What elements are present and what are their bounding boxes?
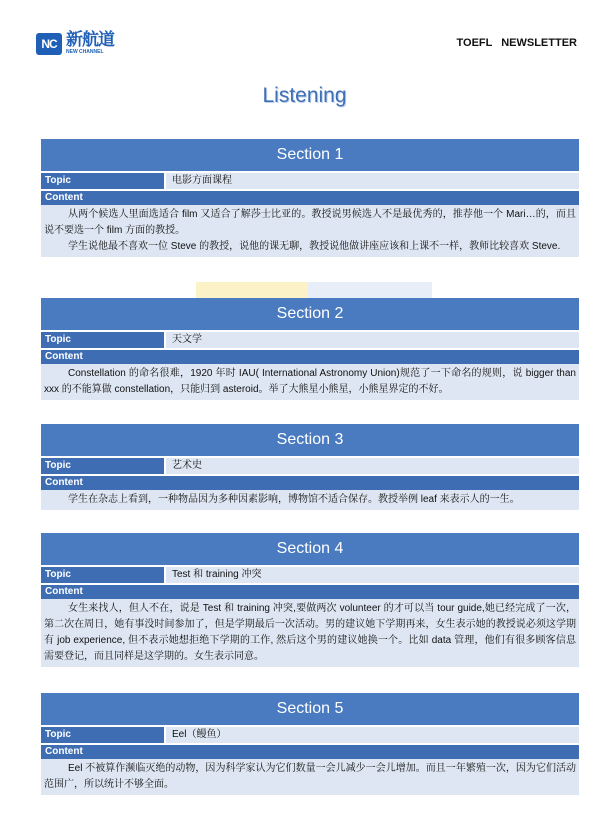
topic-row <box>41 567 579 585</box>
content-label: Content <box>41 350 579 364</box>
content-paragraph: 学生在杂志上看到，一种物品因为多种因素影响，博物馆不适合保存。教授举例 leaf 来表示人的一生。 <box>68 494 520 505</box>
logo-chinese-name: 新航道 <box>66 30 114 50</box>
logo-text <box>66 32 114 55</box>
logo-mark: NC <box>36 33 62 55</box>
section-5 <box>41 693 579 795</box>
content-paragraph: 从两个候选人里面选适合 film 又适合了解莎士比亚的。教授说男候选人不是最优秀的，推荐他一个 Mari…的，而且说不要选一个 film 方面的教授。 <box>44 209 576 236</box>
section-3 <box>41 424 579 510</box>
topic-label: Topic <box>41 727 166 743</box>
topic-value: Test 和 training 冲突 <box>166 567 579 583</box>
topic-label: Topic <box>41 567 166 583</box>
topic-label: Topic <box>41 173 166 189</box>
section-2 <box>41 298 579 400</box>
topic-row <box>41 173 579 191</box>
content-label: Content <box>41 745 579 759</box>
section-heading: Section 4 <box>41 533 579 567</box>
content-body <box>41 599 579 667</box>
background-watermark <box>196 282 308 298</box>
topic-label: Topic <box>41 332 166 348</box>
section-heading: Section 5 <box>41 693 579 727</box>
content-paragraph: 女生来找人，但人不在，说是 Test 和 training 冲突,要做两次 volunteer 的才可以当 tour guide,她已经完成了一次，第二次在周日，她有事没时间参加了，但是学期最后一次活动。男的建议她下学期再来，女生表示她的教授说必须这学期有 job experience, 但不表示她想拒绝下学期的工作, 然后这个男的建议她换一个。比如 data 管理，他们有很多顾客信息需要登记，而且同样是这学期的。女生表示同意。 <box>44 603 576 662</box>
content-label: Content <box>41 585 579 599</box>
brand-logo <box>36 32 114 55</box>
content-paragraph: 学生说他最不喜欢一位 Steve 的教授，说他的课无聊，教授说他做讲座应该和上课不一样，教师比较喜欢 Steve. <box>68 241 561 252</box>
topic-value: 电影方面课程 <box>166 173 579 189</box>
section-1 <box>41 139 579 257</box>
content-paragraph: Eel 不被算作濒临灭绝的动物，因为科学家认为它们数量一会儿减少一会儿增加。而且一年繁殖一次，因为它们活动范围广，所以统计不够全面。 <box>44 763 576 790</box>
topic-label: Topic <box>41 458 166 474</box>
content-body <box>41 205 579 257</box>
section-heading: Section 2 <box>41 298 579 332</box>
page-header <box>0 0 609 70</box>
topic-value: 天文学 <box>166 332 579 348</box>
topic-row <box>41 458 579 476</box>
section-heading: Section 1 <box>41 139 579 173</box>
page-title: Listening <box>262 84 347 107</box>
content-paragraph: Constellation 的命名很难，1920 年时 IAU( International Astronomy Union)规范了一下命名的规则，说 bigger than xxx 的不能算做 constellation，只能归到 asteroid。举了大熊星小熊星，小熊星界定的不好。 <box>44 368 576 395</box>
content-body <box>41 759 579 795</box>
content-label: Content <box>41 476 579 490</box>
content-label: Content <box>41 191 579 205</box>
background-watermark <box>308 282 432 298</box>
content-body <box>41 364 579 400</box>
section-4 <box>41 533 579 667</box>
logo-english-name: NEW CHANNEL <box>66 49 104 55</box>
topic-value: Eel（鳗鱼） <box>166 727 579 743</box>
content-body <box>41 490 579 510</box>
topic-row <box>41 332 579 350</box>
section-heading: Section 3 <box>41 424 579 458</box>
topic-row <box>41 727 579 745</box>
topic-value: 艺术史 <box>166 458 579 474</box>
newsletter-title: TOEFL NEWSLETTER <box>456 37 577 49</box>
